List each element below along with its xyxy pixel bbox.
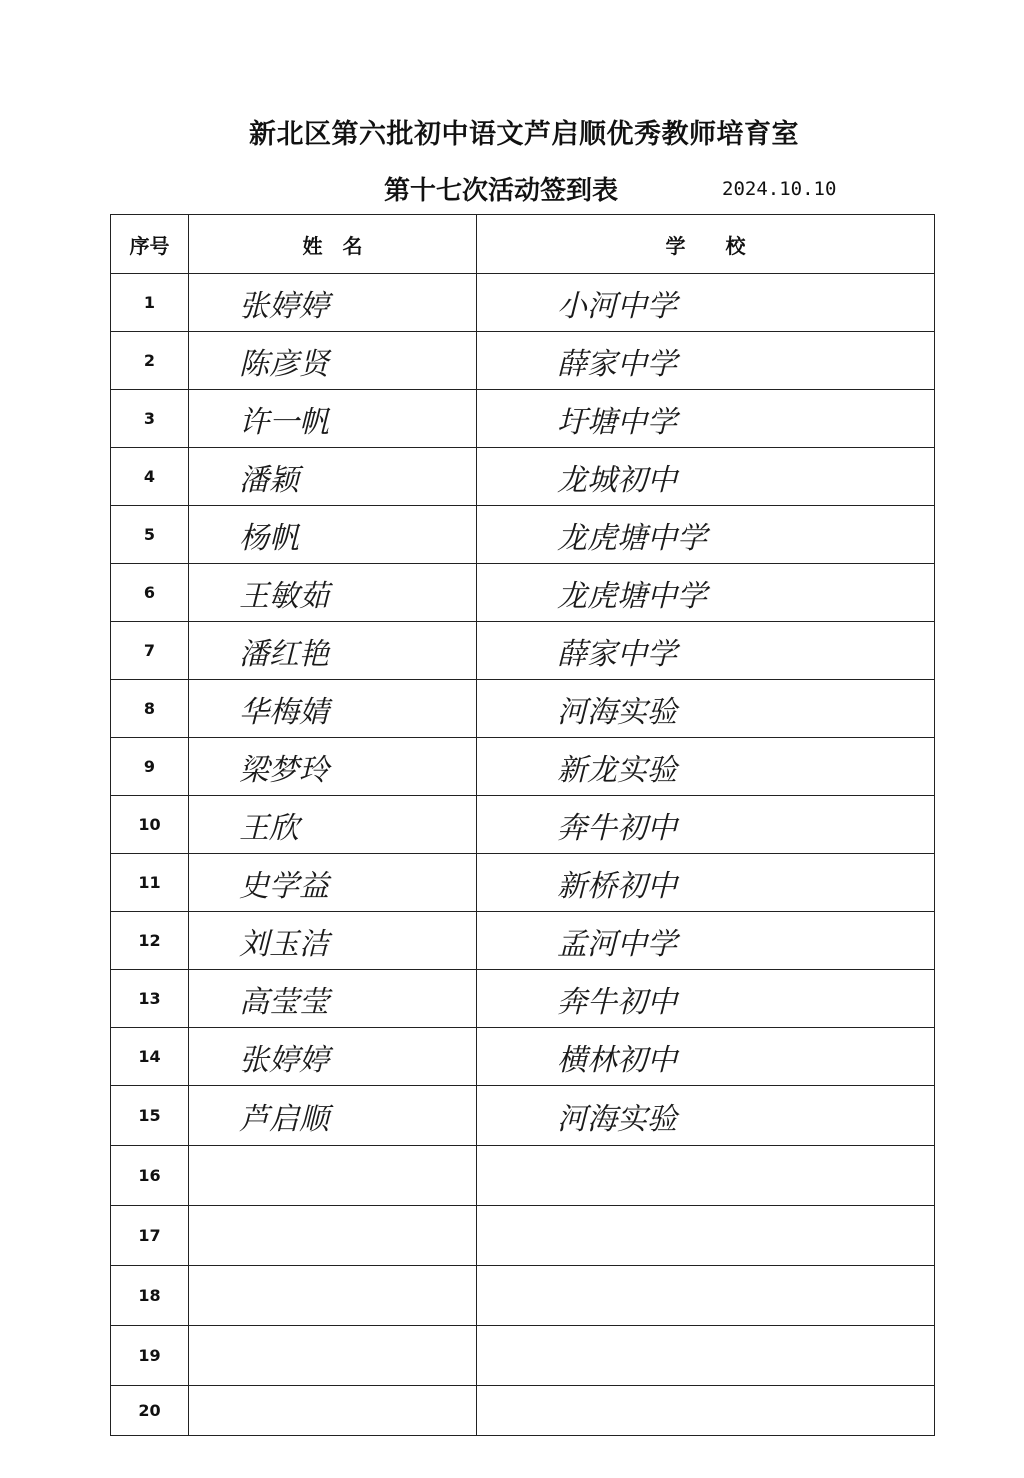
row-number: 11 <box>111 854 189 912</box>
row-number: 3 <box>111 390 189 448</box>
school-name: 新桥初中 <box>477 854 935 912</box>
header-index: 序号 <box>111 215 189 274</box>
signature-name: 潘颖 <box>189 448 477 506</box>
signature-name: 张婷婷 <box>189 1028 477 1086</box>
signature-name: 华梅婧 <box>189 680 477 738</box>
row-number: 7 <box>111 622 189 680</box>
school-name <box>477 1146 935 1206</box>
sheet-subtitle: 第十七次活动签到表 <box>384 176 619 206</box>
table-row <box>111 1206 935 1266</box>
school-name: 奔牛初中 <box>477 796 935 854</box>
school-name: 龙虎塘中学 <box>477 564 935 622</box>
school-name: 小河中学 <box>477 274 935 332</box>
row-number: 8 <box>111 680 189 738</box>
signature-name: 许一帆 <box>189 390 477 448</box>
header-school: 学 校 <box>477 215 935 274</box>
page-title: 新北区第六批初中语文芦启顺优秀教师培育室 <box>249 119 799 150</box>
school-name <box>477 1266 935 1326</box>
signature-name: 梁梦玲 <box>189 738 477 796</box>
signature-name <box>189 1146 477 1206</box>
signature-name <box>189 1266 477 1326</box>
row-number: 10 <box>111 796 189 854</box>
table-row <box>111 738 935 796</box>
signature-name: 王敏茹 <box>189 564 477 622</box>
row-number: 15 <box>111 1086 189 1146</box>
table-row <box>111 390 935 448</box>
table-row <box>111 796 935 854</box>
signature-name <box>189 1206 477 1266</box>
signature-name: 张婷婷 <box>189 274 477 332</box>
school-name: 横林初中 <box>477 1028 935 1086</box>
signature-name: 刘玉洁 <box>189 912 477 970</box>
table-row <box>111 680 935 738</box>
school-name: 新龙实验 <box>477 738 935 796</box>
signature-name <box>189 1326 477 1386</box>
signature-name: 王欣 <box>189 796 477 854</box>
table-row <box>111 1386 935 1436</box>
school-name: 圩塘中学 <box>477 390 935 448</box>
signature-name <box>189 1386 477 1436</box>
table-row <box>111 622 935 680</box>
row-number: 4 <box>111 448 189 506</box>
row-number: 18 <box>111 1266 189 1326</box>
table-row <box>111 1266 935 1326</box>
row-number: 14 <box>111 1028 189 1086</box>
table-row <box>111 1146 935 1206</box>
table-row <box>111 506 935 564</box>
table-row <box>111 854 935 912</box>
school-name: 龙虎塘中学 <box>477 506 935 564</box>
row-number: 12 <box>111 912 189 970</box>
signature-name: 杨帆 <box>189 506 477 564</box>
header-name: 姓 名 <box>189 215 477 274</box>
row-number: 13 <box>111 970 189 1028</box>
table-body <box>111 274 935 1436</box>
row-number: 2 <box>111 332 189 390</box>
sign-in-table <box>110 214 935 1436</box>
school-name: 奔牛初中 <box>477 970 935 1028</box>
school-name <box>477 1206 935 1266</box>
school-name: 龙城初中 <box>477 448 935 506</box>
row-number: 17 <box>111 1206 189 1266</box>
school-name: 河海实验 <box>477 1086 935 1146</box>
signature-name: 陈彦贤 <box>189 332 477 390</box>
table-row <box>111 332 935 390</box>
row-number: 20 <box>111 1386 189 1436</box>
school-name: 薛家中学 <box>477 622 935 680</box>
signature-name: 高莹莹 <box>189 970 477 1028</box>
school-name: 河海实验 <box>477 680 935 738</box>
sheet-date: 2024.10.10 <box>722 178 837 200</box>
row-number: 5 <box>111 506 189 564</box>
row-number: 1 <box>111 274 189 332</box>
table-row <box>111 970 935 1028</box>
row-number: 9 <box>111 738 189 796</box>
row-number: 16 <box>111 1146 189 1206</box>
table-row <box>111 448 935 506</box>
school-name <box>477 1326 935 1386</box>
signature-name: 史学益 <box>189 854 477 912</box>
table-row <box>111 1086 935 1146</box>
table-row <box>111 564 935 622</box>
school-name: 孟河中学 <box>477 912 935 970</box>
signature-name: 芦启顺 <box>189 1086 477 1146</box>
table-row <box>111 912 935 970</box>
school-name: 薛家中学 <box>477 332 935 390</box>
row-number: 19 <box>111 1326 189 1386</box>
school-name <box>477 1386 935 1436</box>
table-row <box>111 274 935 332</box>
table-header-row <box>111 215 935 274</box>
table-row <box>111 1028 935 1086</box>
signature-name: 潘红艳 <box>189 622 477 680</box>
table-row <box>111 1326 935 1386</box>
row-number: 6 <box>111 564 189 622</box>
